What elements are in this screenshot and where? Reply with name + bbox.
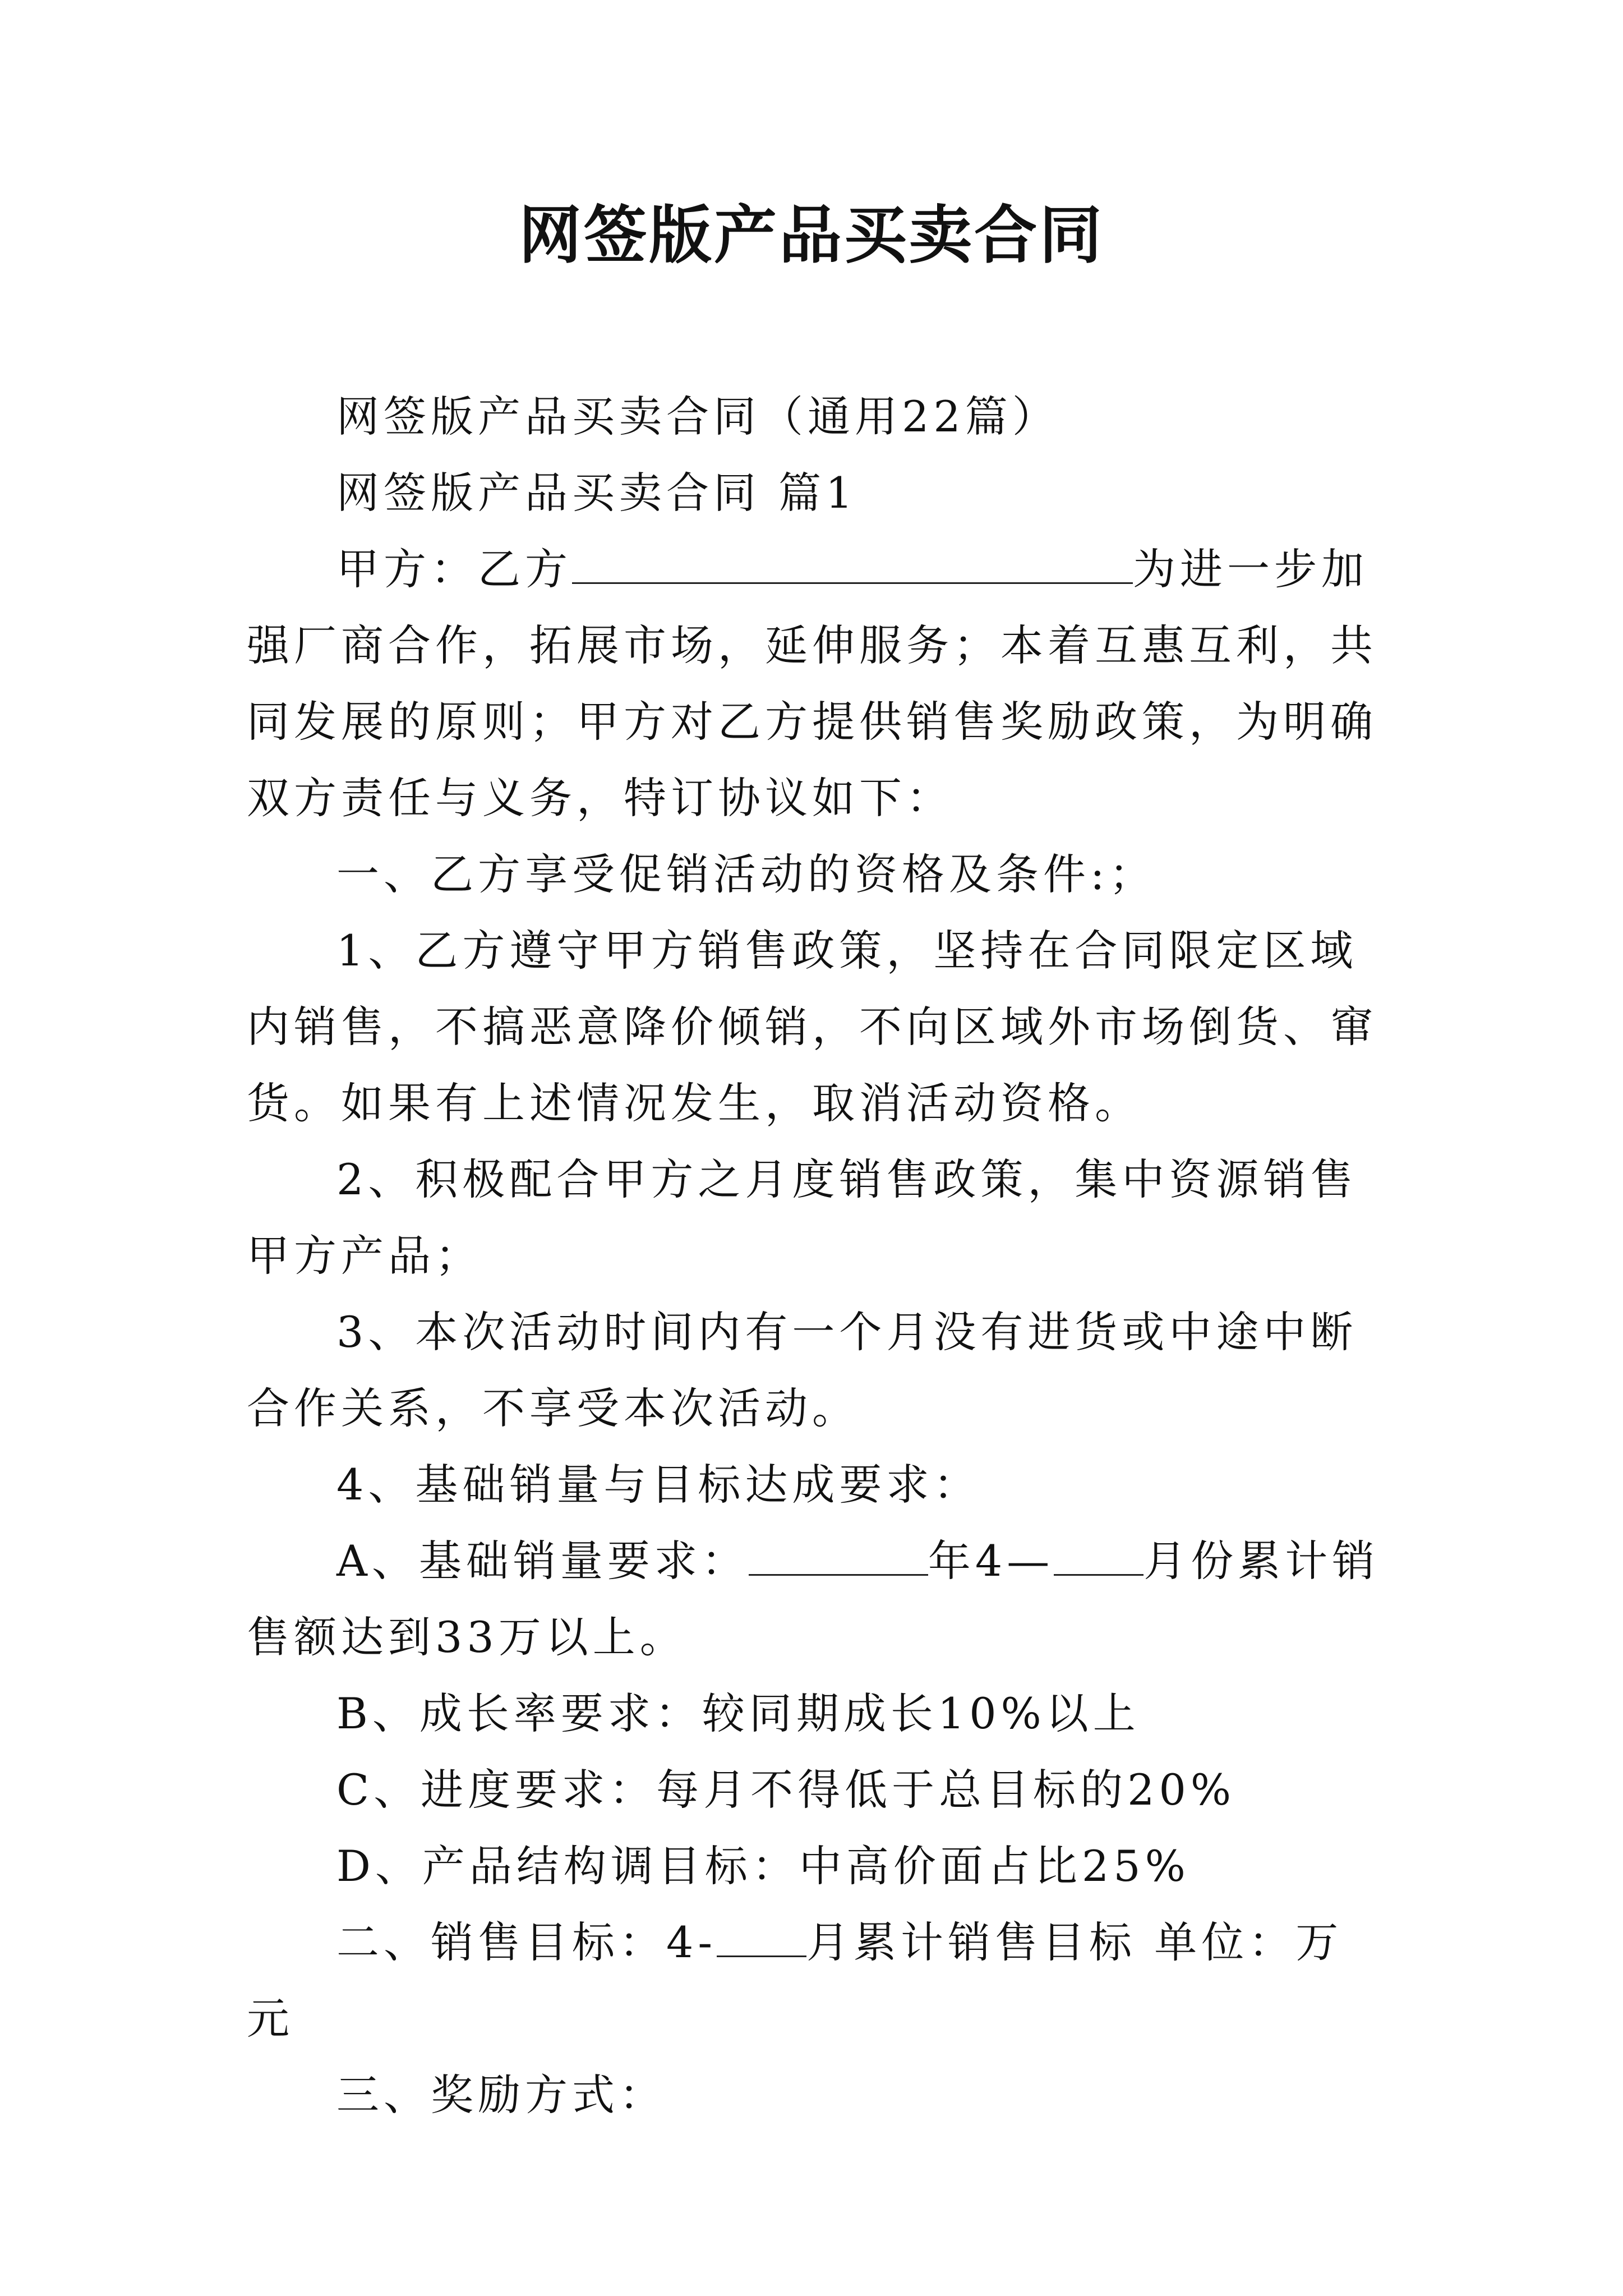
paragraph-section-2 xyxy=(247,1904,1384,2057)
blank-year xyxy=(749,1540,928,1576)
paragraph-section-1: 一、乙方享受促销活动的资格及条件:； xyxy=(336,849,1156,899)
paragraph-item-1: 1、乙方遵守甲方销售政策，坚持在合同限定区域内销售，不搞恶意降价倾销，不向区域外市场倒货、窜货。如果有上述情况发生，取消活动资格。 xyxy=(247,926,1377,1128)
paragraph-subtitle: 网签版产品买卖合同（通用22篇） xyxy=(336,392,1059,441)
paragraph-item-c: C、进度要求：每月不得低于总目标的20% xyxy=(336,1765,1236,1815)
paragraph-item-4: 4、基础销量与目标达成要求： xyxy=(336,1460,981,1510)
parties-label: 甲方：乙方 xyxy=(336,544,572,594)
section-2-label: 二、销售目标：4- xyxy=(336,1917,717,1967)
paragraph-section-3: 三、奖励方式： xyxy=(336,2070,666,2120)
blank-target-month xyxy=(717,1922,806,1957)
document-title: 网签版产品买卖合同 xyxy=(519,199,1104,272)
paragraph-article-heading: 网签版产品买卖合同 篇1 xyxy=(336,468,857,518)
blank-month xyxy=(1054,1540,1144,1576)
item-a-text: 月份累计销售额达到33万以上。 xyxy=(247,1536,1380,1662)
document-body xyxy=(247,379,1384,2133)
paragraph-item-d: D、产品结构调目标：中高价面占比25% xyxy=(336,1841,1190,1891)
section-2-text: 月累计销售目标 单位：万元 xyxy=(247,1917,1343,2044)
item-a-middle: 年4— xyxy=(928,1536,1054,1586)
paragraph-item-2: 2、积极配合甲方之月度销售政策，集中资源销售甲方产品； xyxy=(247,1154,1358,1281)
item-a-label: A、基础销量要求： xyxy=(336,1536,749,1586)
paragraph-item-3: 3、本次活动时间内有一个月没有进货或中途中断合作关系，不享受本次活动。 xyxy=(247,1307,1358,1433)
paragraph-item-b: B、成长率要求：较同期成长10%以上 xyxy=(336,1688,1140,1738)
paragraph-parties xyxy=(247,531,1384,836)
parties-text: 为进一步加强厂商合作，拓展市场，延伸服务；本着互惠互利，共同发展的原则；甲方对乙方提供销售奖励政策，为明确双方责任与义务，特订协议如下： xyxy=(247,544,1377,823)
blank-party-b xyxy=(572,549,1133,584)
paragraph-item-a xyxy=(247,1523,1384,1676)
